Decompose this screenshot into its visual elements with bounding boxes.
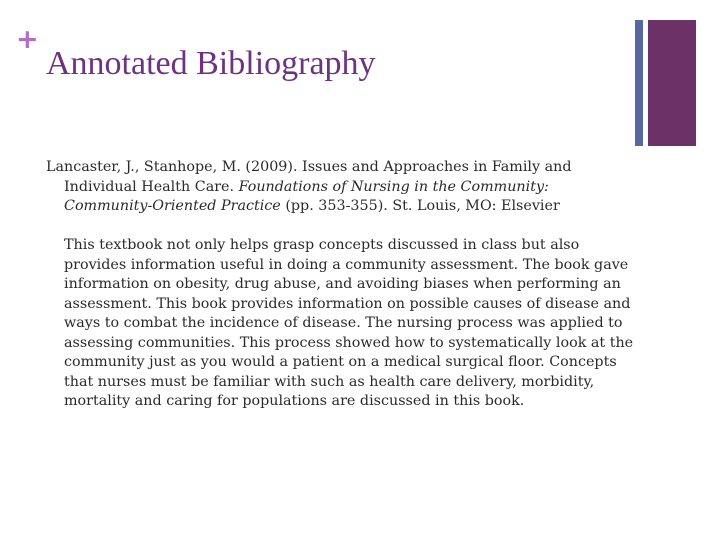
slide-body (46, 158, 636, 412)
citation-book-title: Foundations of Nursing in the Community: Community-Oriented Practice (64, 178, 549, 214)
plus-icon: + (16, 24, 39, 55)
annotation-paragraph: This textbook not only helps grasp concepts discussed in class but also provides information useful in doing a community assessment. The book gave information on obesity, drug abuse, and avoiding biases when performing an assessment. This book provides information on possible causes of disease and ways to combat the incidence of disease. The nursing process was applied to assessing communities. This process showed how to systematically look at the community just as you would a patient on a medical surgical floor. Concepts that nurses must be familiar with such as health care delivery, morbidity, mortality and caring for populations are discussed in this book. (64, 237, 634, 409)
accent-bar-wide (648, 20, 696, 146)
citation (46, 158, 636, 217)
citation-authors-article: Lancaster, J., Stanhope, M. (2009). Issues and Approaches in Family and Individual Health Care. (46, 159, 572, 195)
accent-bar-thin (635, 20, 643, 146)
slide-title: Annotated Bibliography (46, 45, 376, 82)
citation-pages-publisher: (pp. 353-355). St. Louis, MO: Elsevier (285, 198, 560, 214)
